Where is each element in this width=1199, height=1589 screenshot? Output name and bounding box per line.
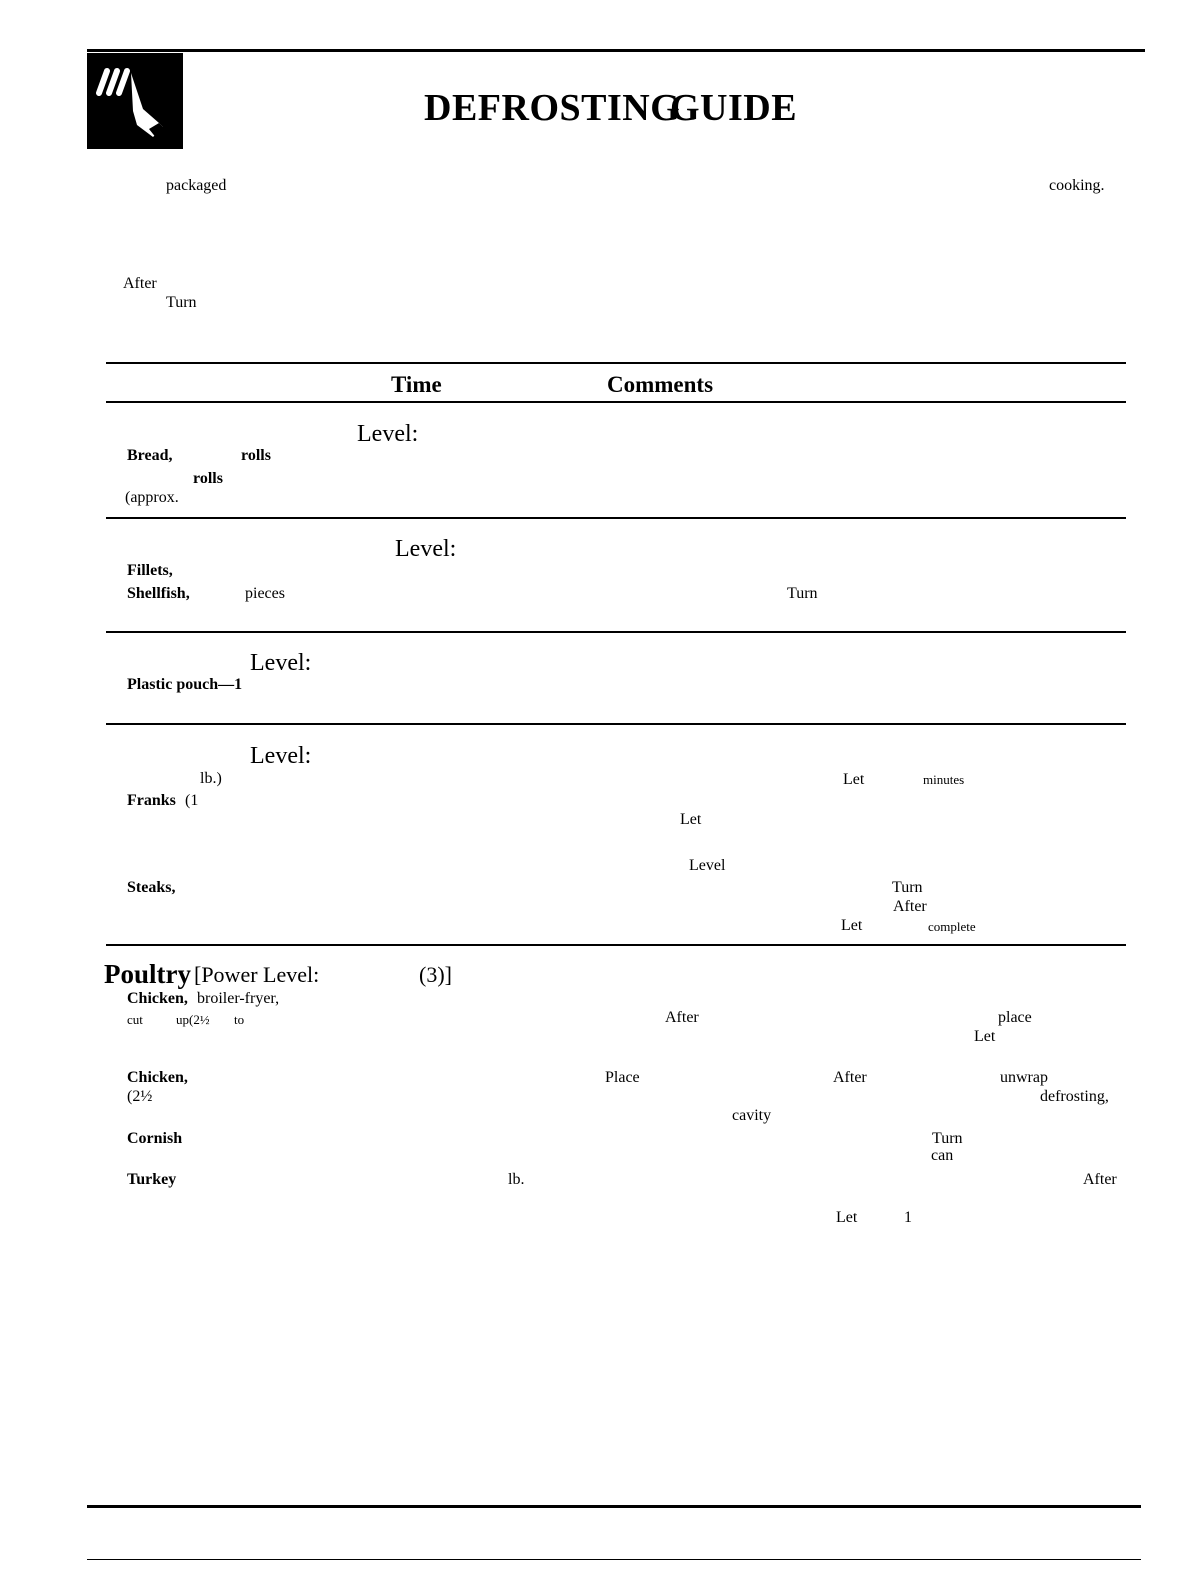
meat-turn: Turn — [892, 879, 923, 896]
meat-franks: Franks — [127, 792, 176, 809]
meat-level: Level: — [250, 743, 312, 769]
poultry-turkey: Turkey — [127, 1171, 177, 1188]
poultry-unwrap: unwrap — [1000, 1069, 1048, 1086]
meat-lb: lb.) — [200, 770, 222, 787]
col-header-time: Time — [391, 372, 442, 397]
breads-bread: Bread, — [127, 447, 173, 464]
breads-approx: (approx. — [125, 489, 179, 506]
poultry-up: up(2½ — [176, 1012, 210, 1027]
poultry-paren-two: (2½ — [127, 1088, 153, 1105]
poultry-cavity: cavity — [732, 1107, 772, 1124]
poultry-chicken-1: Chicken, — [127, 990, 188, 1007]
meat-let-2: Let — [680, 811, 702, 828]
poultry-cut: cut — [127, 1012, 143, 1027]
meat-franks-qty: (1 — [185, 792, 199, 809]
poultry-cornish: Cornish — [127, 1130, 183, 1147]
meat-let-1: Let — [843, 771, 865, 788]
meat-minutes: minutes — [923, 772, 965, 787]
poultry-can: can — [931, 1147, 954, 1164]
poultry-place-2: Place — [605, 1069, 640, 1086]
meat-let-3: Let — [841, 917, 863, 934]
meat-bottom-rule — [106, 944, 1126, 946]
intro-packaged: packaged — [166, 177, 227, 194]
meat-steaks: Steaks, — [127, 879, 176, 896]
poultry-let-2: Let — [836, 1209, 858, 1226]
fish-level: Level: — [395, 536, 457, 562]
fish-fillets: Fillets, — [127, 562, 173, 579]
fish-pieces: pieces — [245, 585, 285, 602]
poultry-to: to — [234, 1012, 245, 1027]
breads-bottom-rule — [106, 517, 1126, 519]
poultry-broiler: broiler-fryer, — [197, 990, 280, 1007]
page-title-right: GUIDE — [670, 87, 798, 129]
poultry-place-1: place — [998, 1009, 1032, 1026]
fish-bottom-rule — [106, 631, 1126, 633]
page-title-left: DEFROSTING — [424, 87, 681, 129]
breads-rolls-2: rolls — [193, 470, 223, 487]
poultry-after-1: After — [665, 1009, 699, 1026]
poultry-turn: Turn — [932, 1130, 963, 1147]
poultry-after-3: After — [1083, 1171, 1117, 1188]
poultry-chicken-2: Chicken, — [127, 1069, 188, 1086]
poultry-level-num: (3)] — [419, 962, 452, 987]
intro-turn: Turn — [166, 294, 197, 311]
footer-rule — [87, 1559, 1141, 1560]
intro-after: After — [123, 275, 157, 292]
fish-turn: Turn — [787, 585, 818, 602]
pouch-bottom-rule — [106, 723, 1126, 725]
hand-icon — [87, 53, 183, 149]
pouch-plastic: Plastic pouch—1 — [127, 676, 243, 693]
top-rule — [87, 49, 1145, 52]
fish-shellfish: Shellfish, — [127, 585, 190, 602]
breads-rolls-1: rolls — [241, 447, 271, 464]
meat-level-word: Level — [689, 857, 726, 874]
meat-after: After — [893, 898, 927, 915]
header-bottom-rule — [106, 401, 1126, 403]
meat-complete: complete — [928, 919, 976, 934]
col-header-comments: Comments — [607, 372, 714, 397]
poultry-after-2: After — [833, 1069, 867, 1086]
breads-level: Level: — [357, 421, 419, 447]
bottom-rule — [87, 1505, 1141, 1508]
poultry-lb: lb. — [508, 1171, 525, 1188]
table-top-rule — [106, 362, 1126, 364]
poultry-title: Poultry — [104, 959, 191, 989]
poultry-power-level: [Power Level: — [194, 962, 320, 987]
poultry-defrosting: defrosting, — [1040, 1088, 1109, 1105]
pouch-level: Level: — [250, 650, 312, 676]
poultry-let-1: Let — [974, 1028, 996, 1045]
intro-cooking: cooking. — [1049, 177, 1105, 194]
poultry-one: 1 — [904, 1209, 912, 1226]
